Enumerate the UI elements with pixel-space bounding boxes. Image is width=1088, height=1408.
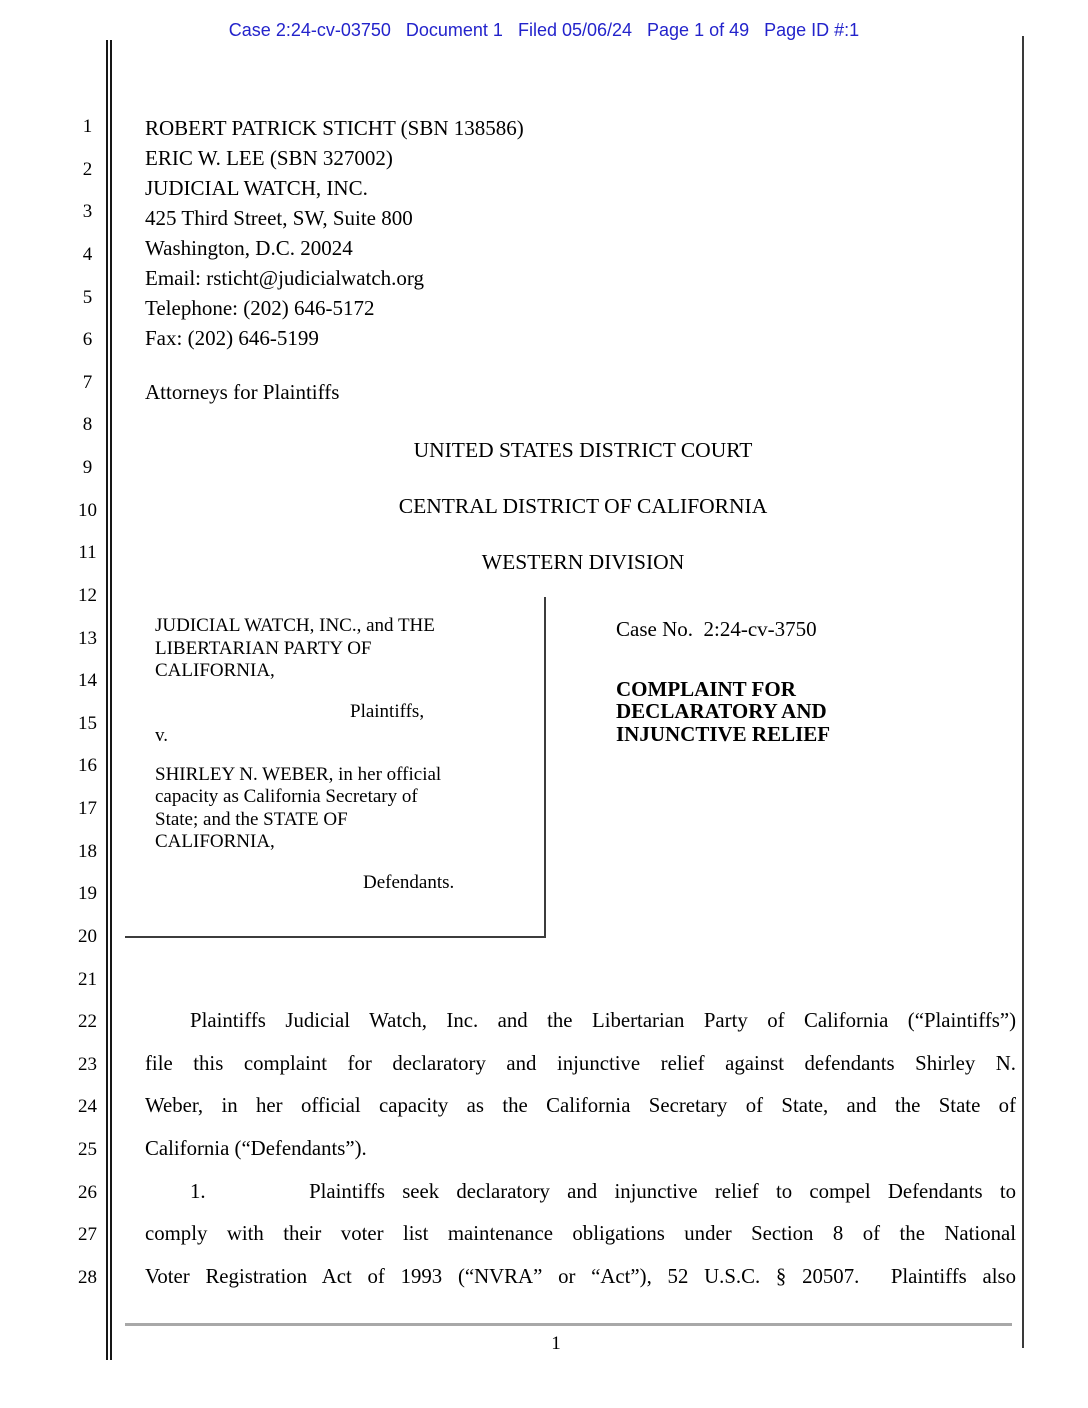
line-number: 15 — [78, 712, 97, 734]
line-number: 16 — [78, 755, 97, 777]
plaintiff-name-line: CALIFORNIA, — [155, 660, 275, 681]
line-number: 6 — [82, 329, 93, 351]
body-paragraphs — [145, 1000, 1016, 1298]
attorney-info-line: Telephone: (202) 646-5172 — [145, 296, 375, 320]
attorney-info-line: JUDICIAL WATCH, INC. — [145, 176, 368, 200]
line-number: 2 — [82, 158, 93, 180]
body-text-line: Weber, in her official capacity as the California Secretary of State, and the State of — [145, 1094, 1016, 1118]
line-number: 8 — [82, 414, 93, 436]
ecf-header-stamp: Case 2:24-cv-03750 Document 1 Filed 05/06/24 Page 1 of 49 Page ID #:1 — [228, 20, 860, 40]
attorney-info-line: Fax: (202) 646-5199 — [145, 326, 319, 350]
line-number: 26 — [78, 1181, 97, 1203]
defendants-label: Defendants. — [363, 871, 455, 893]
defendant-name-line: capacity as California Secretary of — [155, 786, 418, 807]
line-number: 10 — [78, 499, 97, 521]
line-number: 1 — [82, 116, 93, 137]
document-title-line: DECLARATORY AND — [616, 699, 827, 723]
line-number: 11 — [78, 542, 97, 564]
attorney-info-line: Email: rsticht@judicialwatch.org — [145, 266, 425, 290]
defendant-name-line: State; and the STATE OF — [155, 808, 348, 830]
footer-rule — [125, 1323, 1012, 1326]
left-margin-rule-outer — [106, 40, 108, 1360]
case-caption-box — [125, 597, 546, 938]
right-margin-rule — [1022, 36, 1024, 1348]
line-number: 20 — [78, 925, 97, 947]
line-number: 18 — [78, 840, 97, 862]
line-number: 19 — [78, 883, 97, 905]
document-title-line: COMPLAINT FOR — [616, 676, 796, 701]
line-number: 5 — [82, 286, 93, 308]
line-number: 9 — [82, 457, 93, 478]
defendant-name-line: CALIFORNIA, — [155, 831, 275, 852]
line-number: 7 — [82, 371, 93, 393]
attorney-info-line: ROBERT PATRICK STICHT (SBN 138586) — [145, 116, 524, 140]
case-info-column — [616, 618, 830, 745]
line-number: 13 — [78, 627, 97, 649]
attorney-info-block — [145, 113, 524, 353]
body-text-line: 1. Plaintiffs seek declaratory and injunctive relief to compel Defendants to — [190, 1179, 1016, 1203]
left-margin-rule-inner — [110, 40, 112, 1360]
attorney-info-line: Washington, D.C. 20024 — [145, 236, 353, 260]
document-title-line: INJUNCTIVE RELIEF — [616, 721, 831, 746]
attorneys-for-label: Attorneys for Plaintiffs — [145, 380, 340, 404]
body-text-line: Voter Registration Act of 1993 (“NVRA” or “Act”), 52 U.S.C. § 20507. Plaintiffs also — [145, 1264, 1016, 1288]
line-number: 12 — [78, 584, 97, 606]
versus-label: v. — [155, 725, 169, 746]
body-text-line: file this complaint for declaratory and injunctive relief against defendants Shirley N. — [145, 1051, 1016, 1075]
division-heading: WESTERN DIVISION — [481, 550, 685, 574]
plaintiffs-label: Plaintiffs, — [350, 700, 425, 722]
case-number: Case No. 2:24-cv-3750 — [616, 617, 817, 641]
attorney-info-line: ERIC W. LEE (SBN 327002) — [145, 146, 393, 170]
page-number: 1 — [551, 1333, 561, 1354]
line-number: 27 — [78, 1224, 97, 1246]
line-number: 24 — [78, 1096, 97, 1118]
line-number-column — [73, 106, 102, 1300]
defendant-name-line: SHIRLEY N. WEBER, in her official — [155, 763, 442, 785]
line-number: 22 — [78, 1011, 97, 1033]
defendant-name-block — [155, 764, 544, 854]
body-text-line: comply with their voter list maintenance obligations under Section 8 of the National — [145, 1222, 1016, 1246]
line-number: 14 — [78, 670, 97, 692]
line-number: 17 — [78, 798, 97, 819]
plaintiff-name-line: LIBERTARIAN PARTY OF — [155, 637, 372, 659]
body-text-line: Plaintiffs Judicial Watch, Inc. and the Libertarian Party of California (“Plaintiffs”) — [190, 1009, 1016, 1032]
line-number: 23 — [78, 1053, 97, 1075]
line-number: 3 — [82, 201, 93, 223]
district-heading: CENTRAL DISTRICT OF CALIFORNIA — [398, 494, 768, 518]
line-number: 4 — [82, 243, 93, 265]
line-number: 28 — [78, 1266, 97, 1288]
plaintiff-name-line: JUDICIAL WATCH, INC., and THE — [155, 615, 435, 636]
line-number: 25 — [78, 1139, 97, 1160]
plaintiff-name-block — [155, 615, 544, 683]
body-text-line: California (“Defendants”). — [145, 1136, 367, 1160]
attorney-info-line: 425 Third Street, SW, Suite 800 — [145, 206, 413, 230]
court-name-heading: UNITED STATES DISTRICT COURT — [413, 438, 753, 462]
line-number: 21 — [78, 968, 97, 990]
document-title — [616, 678, 830, 746]
